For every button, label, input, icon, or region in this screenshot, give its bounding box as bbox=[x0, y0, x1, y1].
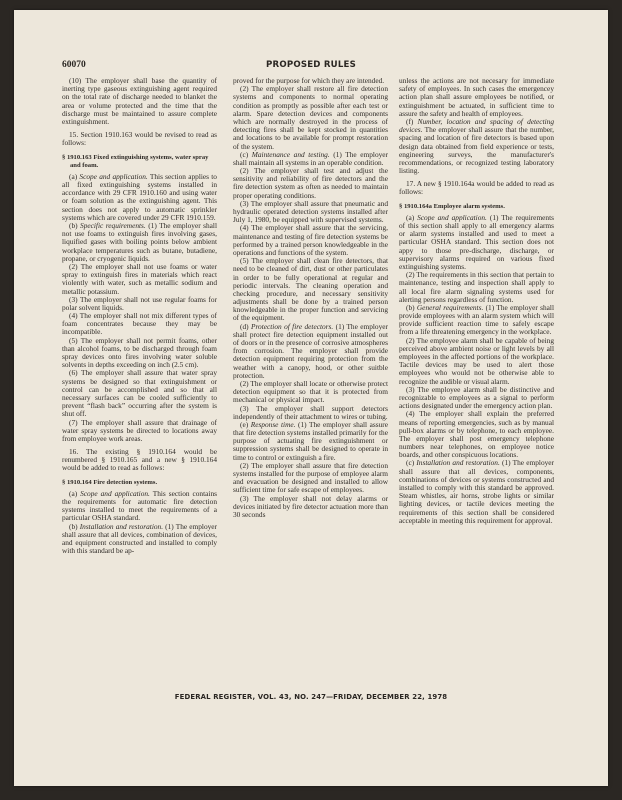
paragraph-label: (c) bbox=[406, 458, 417, 468]
paragraph-text: (6) The employer shall assure that water spray systems be designed so that extinguishment or control can be accomplished and so that all necessary surfaces can be cooled sufficiently to prevent “flash back” occurring after the system is shut off. bbox=[62, 368, 217, 419]
paragraph-text: (4) The employer shall not mix different types of foam concentrates because they may be incompatible. bbox=[62, 311, 217, 337]
paragraph bbox=[233, 167, 388, 200]
paragraph bbox=[62, 173, 217, 222]
paragraph-caption: Scope and application. bbox=[79, 171, 148, 181]
paragraph bbox=[399, 118, 554, 175]
paragraph-label: (b) bbox=[69, 521, 80, 531]
paragraph bbox=[399, 337, 554, 386]
paragraph-text: (1) The employer shall assure that all devices, components, combinations of devices or systems constructed and installed to comply with this standard be approved. Steam whistles, air horns, strobe lights or similar lighting devices, or tactile devices meeting the requirements of this section shall be considered acceptable in meeting this requirement for approval. bbox=[399, 458, 554, 525]
paragraph-label: (a) bbox=[406, 212, 418, 222]
section-heading bbox=[399, 203, 554, 211]
paragraph bbox=[399, 214, 554, 271]
section-heading bbox=[62, 479, 217, 487]
paragraph bbox=[62, 490, 217, 523]
paragraph-text: This section applies to all fixed extinguishing systems installed in accordance with 29 CFR 1910.160 and using water or foam solution as the extinguishing agent. This section does not apply to automatic sprinkler systems which are covered under 29 CFR 1910.159. bbox=[62, 171, 217, 222]
paragraph-text: (1) The requirements of this section shall apply to all emergency alarms or alarm systems installed and used to meet a particular OSHA standard. This section does not appy to those pre-discharge, discharge, or supervisory alarms required on various fixed extinguishing systems. bbox=[399, 212, 554, 271]
paragraph bbox=[399, 459, 554, 525]
paragraph-text: proved for the purpose for which they are intended. bbox=[233, 76, 385, 85]
paragraph-label: (b) bbox=[69, 221, 81, 230]
paragraph-caption: Installation and restoration. bbox=[79, 521, 164, 531]
paragraph bbox=[62, 369, 217, 418]
paragraph-text: 15. Section 1910.163 would be revised to read as follows: bbox=[62, 130, 217, 148]
paragraph-label: (a) bbox=[69, 171, 80, 181]
paragraph-text: (5) The employer shall not permit foams, other than alcohol foams, to be discharged through foam spray devices onto fires involving water soluble solvents in depths exceeding on inch (2.5 cm). bbox=[62, 335, 217, 370]
paragraph-text: § 1910.163 Fixed extinguishing systems, water spray and foam. bbox=[62, 153, 209, 169]
continued-paragraph bbox=[399, 77, 554, 118]
amendment-instruction bbox=[399, 180, 554, 196]
paragraph-text: (1) The employer shall maintain all systems in an operable condition. bbox=[233, 149, 388, 167]
paragraph-text: (1) The employer shall not use foams to extinguish fires involving gases, liquified gases with boiling points below ambient workplace temperatures such as butane, butadiene, propane, or cryogenic liquids. bbox=[62, 221, 217, 263]
paragraph-label: (c) bbox=[240, 149, 252, 159]
paragraph-caption: Protection of fire detectors. bbox=[250, 321, 334, 331]
paragraph bbox=[233, 257, 388, 323]
paragraph-label: (b) bbox=[406, 302, 417, 312]
paragraph bbox=[62, 77, 217, 126]
paragraph-text: This section contains the requirements for automatic fire detection systems installed to meet the requirements of a particular OSHA standard. bbox=[62, 488, 217, 523]
paragraph-caption: Number, location and spacing of detecting devices. bbox=[399, 116, 554, 135]
paragraph bbox=[233, 85, 388, 151]
paragraph-text: (1) The employer shall assure that fire detection systems installed primarily for the purpose of actuating fire extinguishment or suppression systems shall be designed to operate in time to control or extinguish a fire. bbox=[233, 419, 388, 462]
paragraph-label: (a) bbox=[69, 488, 81, 498]
amendment-instruction bbox=[62, 131, 217, 147]
paragraph-text: (2) The employer shall not use foams or water spray to extinguish fires in materials which react violently with water, such as metallic sodium and metallic potassium. bbox=[62, 261, 217, 296]
paragraph bbox=[399, 271, 554, 304]
paragraph-caption: General requirements. bbox=[416, 302, 484, 312]
paragraph-caption: Response time. bbox=[250, 419, 296, 429]
paragraph-text: (1) The employer shall assure that all devices, combination of devices, and equipment constructed and installed to comply with this standard be ap- bbox=[62, 521, 218, 556]
paragraph-text: 17. A new § 1910.164a would be added to read as follows: bbox=[399, 179, 554, 197]
paragraph-text: (3) The employer shall assure that pneumatic and hydraulic operated detection systems installed after July 1, 1980, be equipped with supervised systems. bbox=[233, 198, 388, 225]
paragraph-text: (2) The employer shall assure that fire detection systems installed for the purpose of employee alarm and evacuation be designed and installed to allow sufficient time for safe escape of employees. bbox=[233, 460, 388, 495]
paragraph-caption: Installation and restoration. bbox=[416, 458, 500, 468]
paragraph bbox=[233, 200, 388, 225]
paragraph bbox=[62, 296, 217, 312]
amendment-instruction bbox=[62, 448, 217, 473]
paragraph-text: (1) The employer shall protect fire detection equipment installed out of doors or in the presence of corrosive atmospheres from corrosion. The employer shall provide detection equipment requiring protection from the weather with a canopy, hood, or other suitble protection. bbox=[233, 321, 388, 380]
paragraph-text: § 1910.164 Fire detection systems. bbox=[62, 478, 158, 486]
paragraph-text: The employer shall assure that the number, spacing and location of fire detectors is based upon design data obtained from field experience or tests, engineering surveys, the manufacturer's recommendations, or recognized testing laboratory listing. bbox=[399, 125, 554, 176]
paragraph-text: (7) The employer shall assure that drainage of water spray systems be directed to locations away from employee work areas. bbox=[62, 417, 217, 443]
paragraph-text: § 1910.164a Employee alarm systems. bbox=[399, 202, 505, 210]
paragraph-text: (3) The employer shall support detectors independently of their attachment to wires or tubing. bbox=[233, 403, 388, 421]
paragraph-text: (4) The employer shall explain the preferred means of reporting emergencies, such as by manual pull-box alarms or by telephone, to each employee. The employer shall post emergency telephone numbers near telephones, on employee notice boards, and other conspicuous locations. bbox=[399, 409, 554, 460]
paragraph-text: (5) The employer shall clean fire detectors, that need to be cleaned of dirt, dust or other particulates in order to be fully operational at regular and periodic intervals. The cleaning operation and checking procedure, and necessary sensitivity adjustments shall be done by a trained person knowledgeable in the proper function and servicing of the equipment. bbox=[233, 256, 388, 323]
paragraph bbox=[62, 419, 217, 444]
paragraph bbox=[233, 405, 388, 421]
text-column-3 bbox=[399, 77, 554, 525]
text-column-1 bbox=[62, 77, 217, 555]
paragraph bbox=[399, 410, 554, 459]
paragraph bbox=[62, 523, 217, 556]
paragraph bbox=[233, 462, 388, 495]
paragraph-text: 16. The existing § 1910.164 would be renumbered § 1910.165 and a new § 1910.164 would be added to read as follows: bbox=[62, 447, 217, 473]
paragraph bbox=[233, 495, 388, 520]
paragraph bbox=[62, 337, 217, 370]
paragraph-text: (2) The employer shall locate or otherwise protect detection equipment so that it is protected from mechanical or physical impact. bbox=[233, 378, 388, 405]
paragraph-text: (10) The employer shall base the quantity of inerting type gaseous extinguishing agent required on the total rate of discharge needed to blanket the area or volume protected and the time that the discharge must be maintained to assure complete extinguishment. bbox=[62, 76, 217, 126]
paragraph bbox=[233, 224, 388, 257]
paragraph-text: (1) The employer shall provide employees with an alarm system which will provide sufficient reaction time to safely escape from a life threatening emergency in the workplace. bbox=[399, 302, 554, 337]
section-heading bbox=[62, 154, 217, 170]
paragraph bbox=[62, 222, 217, 263]
paragraph-caption: Maintenance and testing. bbox=[251, 149, 330, 159]
paragraph bbox=[233, 323, 388, 380]
paragraph-text: (2) The employee alarm shall be capable of being perceived above ambient noise or light levels by all employees in the affected portions of the workplace. Tactile devices may be used to alert those employees who would not be otherwise able to recognize the audible or visual alarm. bbox=[399, 335, 554, 386]
paragraph-text: (2) The employer shall test and adjust the sensitivity and reliability of fire detectors and the fire detection system as often as needed to maintain proper operating conditions. bbox=[233, 166, 388, 200]
paragraph-text: (2) The requirements in this section that pertain to maintenance, testing and inspection shall apply to all local fire alarm signaling systems used for alerting persons regardless of function. bbox=[399, 270, 554, 304]
paragraph-text: (3) The employee alarm shall be distinctive and recognizable to employees as a signal to perform actions designated under the emergency action plan. bbox=[399, 384, 554, 411]
paragraph-label: (d) bbox=[240, 321, 251, 331]
paragraph-text: (3) The employer shall not use regular foams for polar solvent liquids. bbox=[62, 294, 217, 312]
paragraph bbox=[399, 386, 554, 411]
paragraph-label: (f) bbox=[406, 116, 418, 126]
paragraph bbox=[62, 263, 217, 296]
paragraph bbox=[233, 380, 388, 405]
paragraph-caption: Specific requirements. bbox=[80, 221, 146, 230]
paragraph bbox=[233, 421, 388, 462]
text-column-2 bbox=[233, 77, 388, 519]
paragraph-caption: Scope and application. bbox=[417, 212, 487, 222]
paragraph-caption: Scope and application. bbox=[80, 488, 150, 498]
paragraph-text: (3) The employer shall not delay alarms or devices initiated by fire detector actuation more than 30 seconds bbox=[233, 493, 388, 519]
page-number: 60070 bbox=[62, 60, 86, 70]
paragraph-text: (2) The employer shall restore all fire detection systems and components to normal operating condition as promptly as possible after each test or alarm. Spare detection devices and components which are normally destroyed in the process of detecting fires shall be kept stocked in quantities and locations to be available for prompt restoration of the system. bbox=[233, 84, 388, 151]
paragraph-text: (4) The employer shall assure that the servicing, maintenance and testing of fire detection systems be performed by a trained person knowledgeable in the operations and functions of the system. bbox=[233, 223, 388, 257]
running-head: PROPOSED RULES bbox=[266, 60, 356, 70]
paragraph bbox=[399, 304, 554, 337]
paragraph bbox=[62, 312, 217, 337]
page-footer: FEDERAL REGISTER, VOL. 43, NO. 247—FRIDAY, DECEMBER 22, 1978 bbox=[174, 693, 448, 701]
paragraph bbox=[233, 151, 388, 167]
paragraph-label: (e) bbox=[240, 419, 251, 429]
paragraph-text: unless the actions are not necesary for immediate safety of employees. In such cases the emergencey action plan shall assure employees be notified, or extinguishment be actuated, in sufficient time to assure the safety and health of employees. bbox=[399, 76, 554, 118]
